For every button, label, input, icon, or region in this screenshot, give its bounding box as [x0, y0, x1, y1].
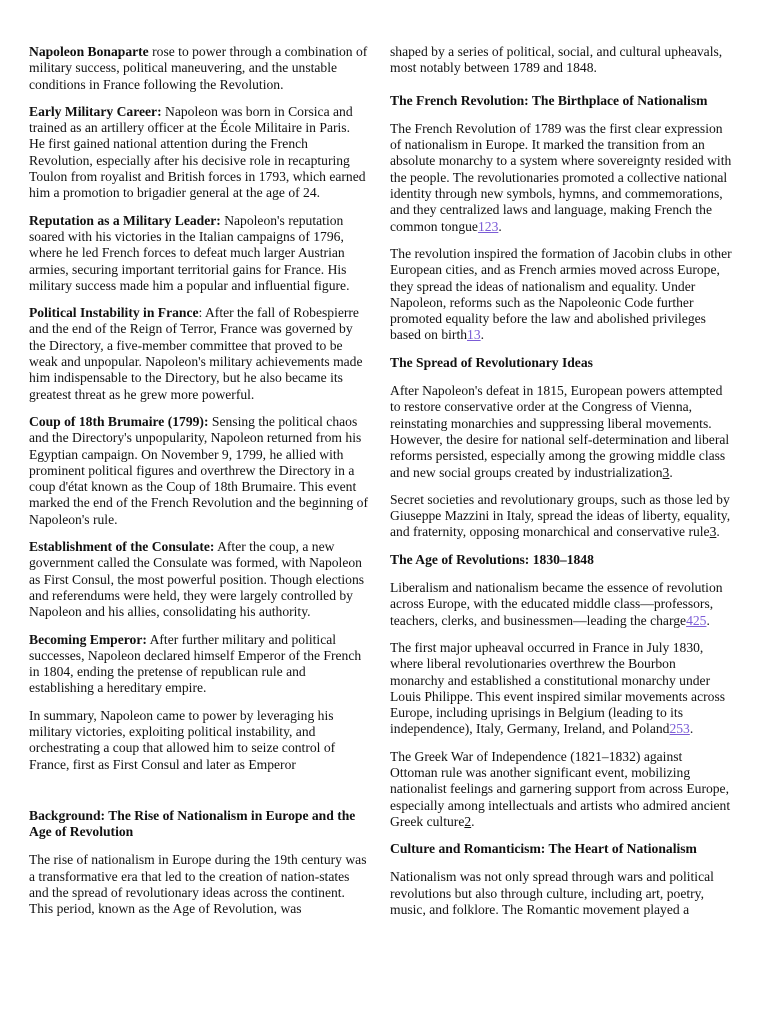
- left-column: [29, 44, 368, 929]
- footnote-reference: 3: [662, 464, 670, 480]
- section-heading-age-of-revolutions: The Age of Revolutions: 1830–1848: [390, 551, 594, 567]
- paragraph-text: Sensing the political chaos and the Directory's unpopularity, Napoleon returned from his Egyptian campaign. On November 9, 1799, he allied with prominent political figures and overthrew the Directory in a coup d'état known as the Coup of 18th Brumaire. This event marked the end of the French Revolution and the beginning of Napoleon's rule.: [29, 413, 369, 527]
- paragraph-text: Napoleon was born in Corsica and trained as an artillery officer at the École Militaire in Paris. He first gained national attention during the French Revolution, especially after his decisive role in recapturing Toulon from royalist and British forces in 1793, which earned him a promotion to brigadier general at the age of 24.: [29, 103, 366, 201]
- paragraph-rise-of-nationalism: The rise of nationalism in Europe during the 19th century was a transformative era that led to the creation of nation-states and the spread of revolutionary ideas across the continent. This period, known as the Age of Revolution, was: [29, 852, 367, 917]
- paragraph-end: .: [689, 721, 694, 737]
- section-heading-background: Background: The Rise of Nationalism in Europe and the Age of Revolution: [29, 807, 356, 840]
- paragraph-culture: Nationalism was not only spread through wars and political revolutions but also through culture, including art, poetry, music, and folklore. The Romantic movement played a: [390, 869, 714, 918]
- footnote-reference: 2: [464, 813, 472, 829]
- paragraph-jacobin-clubs: [390, 246, 732, 344]
- paragraph-text: rose to power through a combination of military success, political maneuvering, and the unstable conditions in France following the Revolution.: [29, 44, 368, 92]
- paragraph-congress-of-vienna: [390, 383, 732, 481]
- paragraph-text: After the coup, a new government called the Consulate was formed, with Napoleon as First Consul, the most powerful position. Though elections and referendums were held, they were largely controlled by Napoleon and his allies, consolidating his authority.: [29, 539, 365, 620]
- bold-lead: Political Instability in France: [29, 305, 199, 321]
- paragraph-consulate: [29, 539, 368, 620]
- paragraph-secret-societies: [390, 492, 732, 541]
- paragraph-becoming-emperor: [29, 632, 368, 697]
- footnote-reference: 3: [709, 524, 717, 540]
- citation-link[interactable]: 425: [686, 612, 707, 628]
- section-heading-culture-romanticism: Culture and Romanticism: The Heart of Nationalism: [390, 841, 697, 857]
- paragraph-july-1830: [390, 640, 732, 738]
- paragraph-end: .: [471, 813, 475, 829]
- bold-lead: Reputation as a Military Leader:: [29, 212, 221, 228]
- bold-lead: Becoming Emperor:: [29, 631, 147, 647]
- paragraph-continuation: shaped by a series of political, social, and cultural upheavals, most notably between 1789 and 1848.: [390, 44, 723, 76]
- paragraph-end: .: [716, 524, 720, 540]
- paragraph-text: The first major upheaval occurred in France in July 1830, where liberal revolutionaries overthrew the Bourbon monarchy and established a constitutional monarchy under Louis Philippe. This event inspired similar movements across Europe, including uprisings in Belgium (leading to its independence), Italy, Germany, Ireland, and Poland: [390, 639, 726, 737]
- paragraph-text: The French Revolution of 1789 was the first clear expression of nationalism in Europe. It marked the transition from an absolute monarchy to a system where sovereignty resided with the people. The revolutionaries promoted a collective national identity through new symbols, hymns, and commemorations, and they centralized laws and language, making French the common tongue: [390, 120, 732, 234]
- paragraph-greek-war: [390, 749, 732, 830]
- paragraph-end: .: [706, 612, 710, 628]
- paragraph-coup-brumaire: [29, 414, 368, 528]
- section-heading-french-revolution: The French Revolution: The Birthplace of Nationalism: [390, 92, 708, 108]
- paragraph-summary: In summary, Napoleon came to power by leveraging his military victories, exploiting political instability, and orchestrating a coup that allowed him to seize control of France, first as First Consul and later as Emperor: [29, 707, 336, 772]
- paragraph-end: .: [480, 327, 485, 343]
- bold-lead: Coup of 18th Brumaire (1799):: [29, 413, 209, 429]
- citation-link[interactable]: 13: [467, 327, 481, 343]
- paragraph-french-revolution: [390, 121, 732, 235]
- paragraph-text: Liberalism and nationalism became the essence of revolution across Europe, with the educated middle class—professors, teachers, clerks, and businessmen—leading the charge: [390, 580, 723, 628]
- bold-lead: Napoleon Bonaparte: [29, 44, 149, 59]
- paragraph-end: .: [669, 464, 673, 480]
- right-column: [390, 44, 732, 929]
- paragraph-political-instability: [29, 305, 368, 403]
- citation-link[interactable]: 253: [669, 721, 690, 737]
- section-heading-spread-of-ideas: The Spread of Revolutionary Ideas: [390, 354, 593, 370]
- paragraph-text: Napoleon's reputation soared with his victories in the Italian campaigns of 1796, where he led French forces to defeat much larger Austrian armies, securing important territorial gains for France. His military success made him a popular and influential figure.: [29, 212, 350, 293]
- paragraph-text: The Greek War of Independence (1821–1832) against Ottoman rule was another significant event, mobilizing nationalist feelings and garnering support from across Europe, especially among intellectuals and artists who admired ancient Greek culture: [390, 748, 731, 829]
- paragraph-end: .: [498, 218, 502, 234]
- paragraph-text: : After the fall of Robespierre and the end of the Reign of Terror, France was governed by the Directory, a five-member committee that proved to be weak and unpopular. Napoleon's military achievements made him indispensable to the Directory, but he also became its greatest threat as he grew more powerful.: [29, 305, 363, 402]
- paragraph-liberalism: [390, 580, 732, 629]
- paragraph-text: After further military and political successes, Napoleon declared himself Emperor of the French in 1804, ending the pretense of republican rule and establishing a hereditary empire.: [29, 631, 362, 696]
- paragraph-military-reputation: [29, 213, 368, 294]
- paragraph-text: Secret societies and revolutionary groups, such as those led by Giuseppe Mazzini in Italy, spread the ideas of liberty, equality, and fraternity, opposing monarchical and conservative rule: [390, 491, 731, 540]
- bold-lead: Early Military Career:: [29, 103, 162, 119]
- paragraph-text: After Napoleon's defeat in 1815, European powers attempted to restore conservative order at the Congress of Vienna, reinstating monarchies and suppressing liberal movements. However, the desire for national self-determination and liberal reforms persisted, especially among the growing middle class and new social groups created by industrialization: [390, 383, 730, 480]
- citation-link[interactable]: 123: [477, 218, 499, 234]
- paragraph-text: The revolution inspired the formation of Jacobin clubs in other European cities, and as French armies moved across Europe, they spread the ideas of nationalism and equality. Under Napoleon, reforms such as the Napoleonic Code further promoted equality before the law and abolished privileges based on birth: [390, 245, 732, 343]
- paragraph-napoleon-intro: [29, 44, 368, 93]
- bold-lead: Establishment of the Consulate:: [29, 539, 215, 555]
- paragraph-early-military-career: [29, 104, 368, 202]
